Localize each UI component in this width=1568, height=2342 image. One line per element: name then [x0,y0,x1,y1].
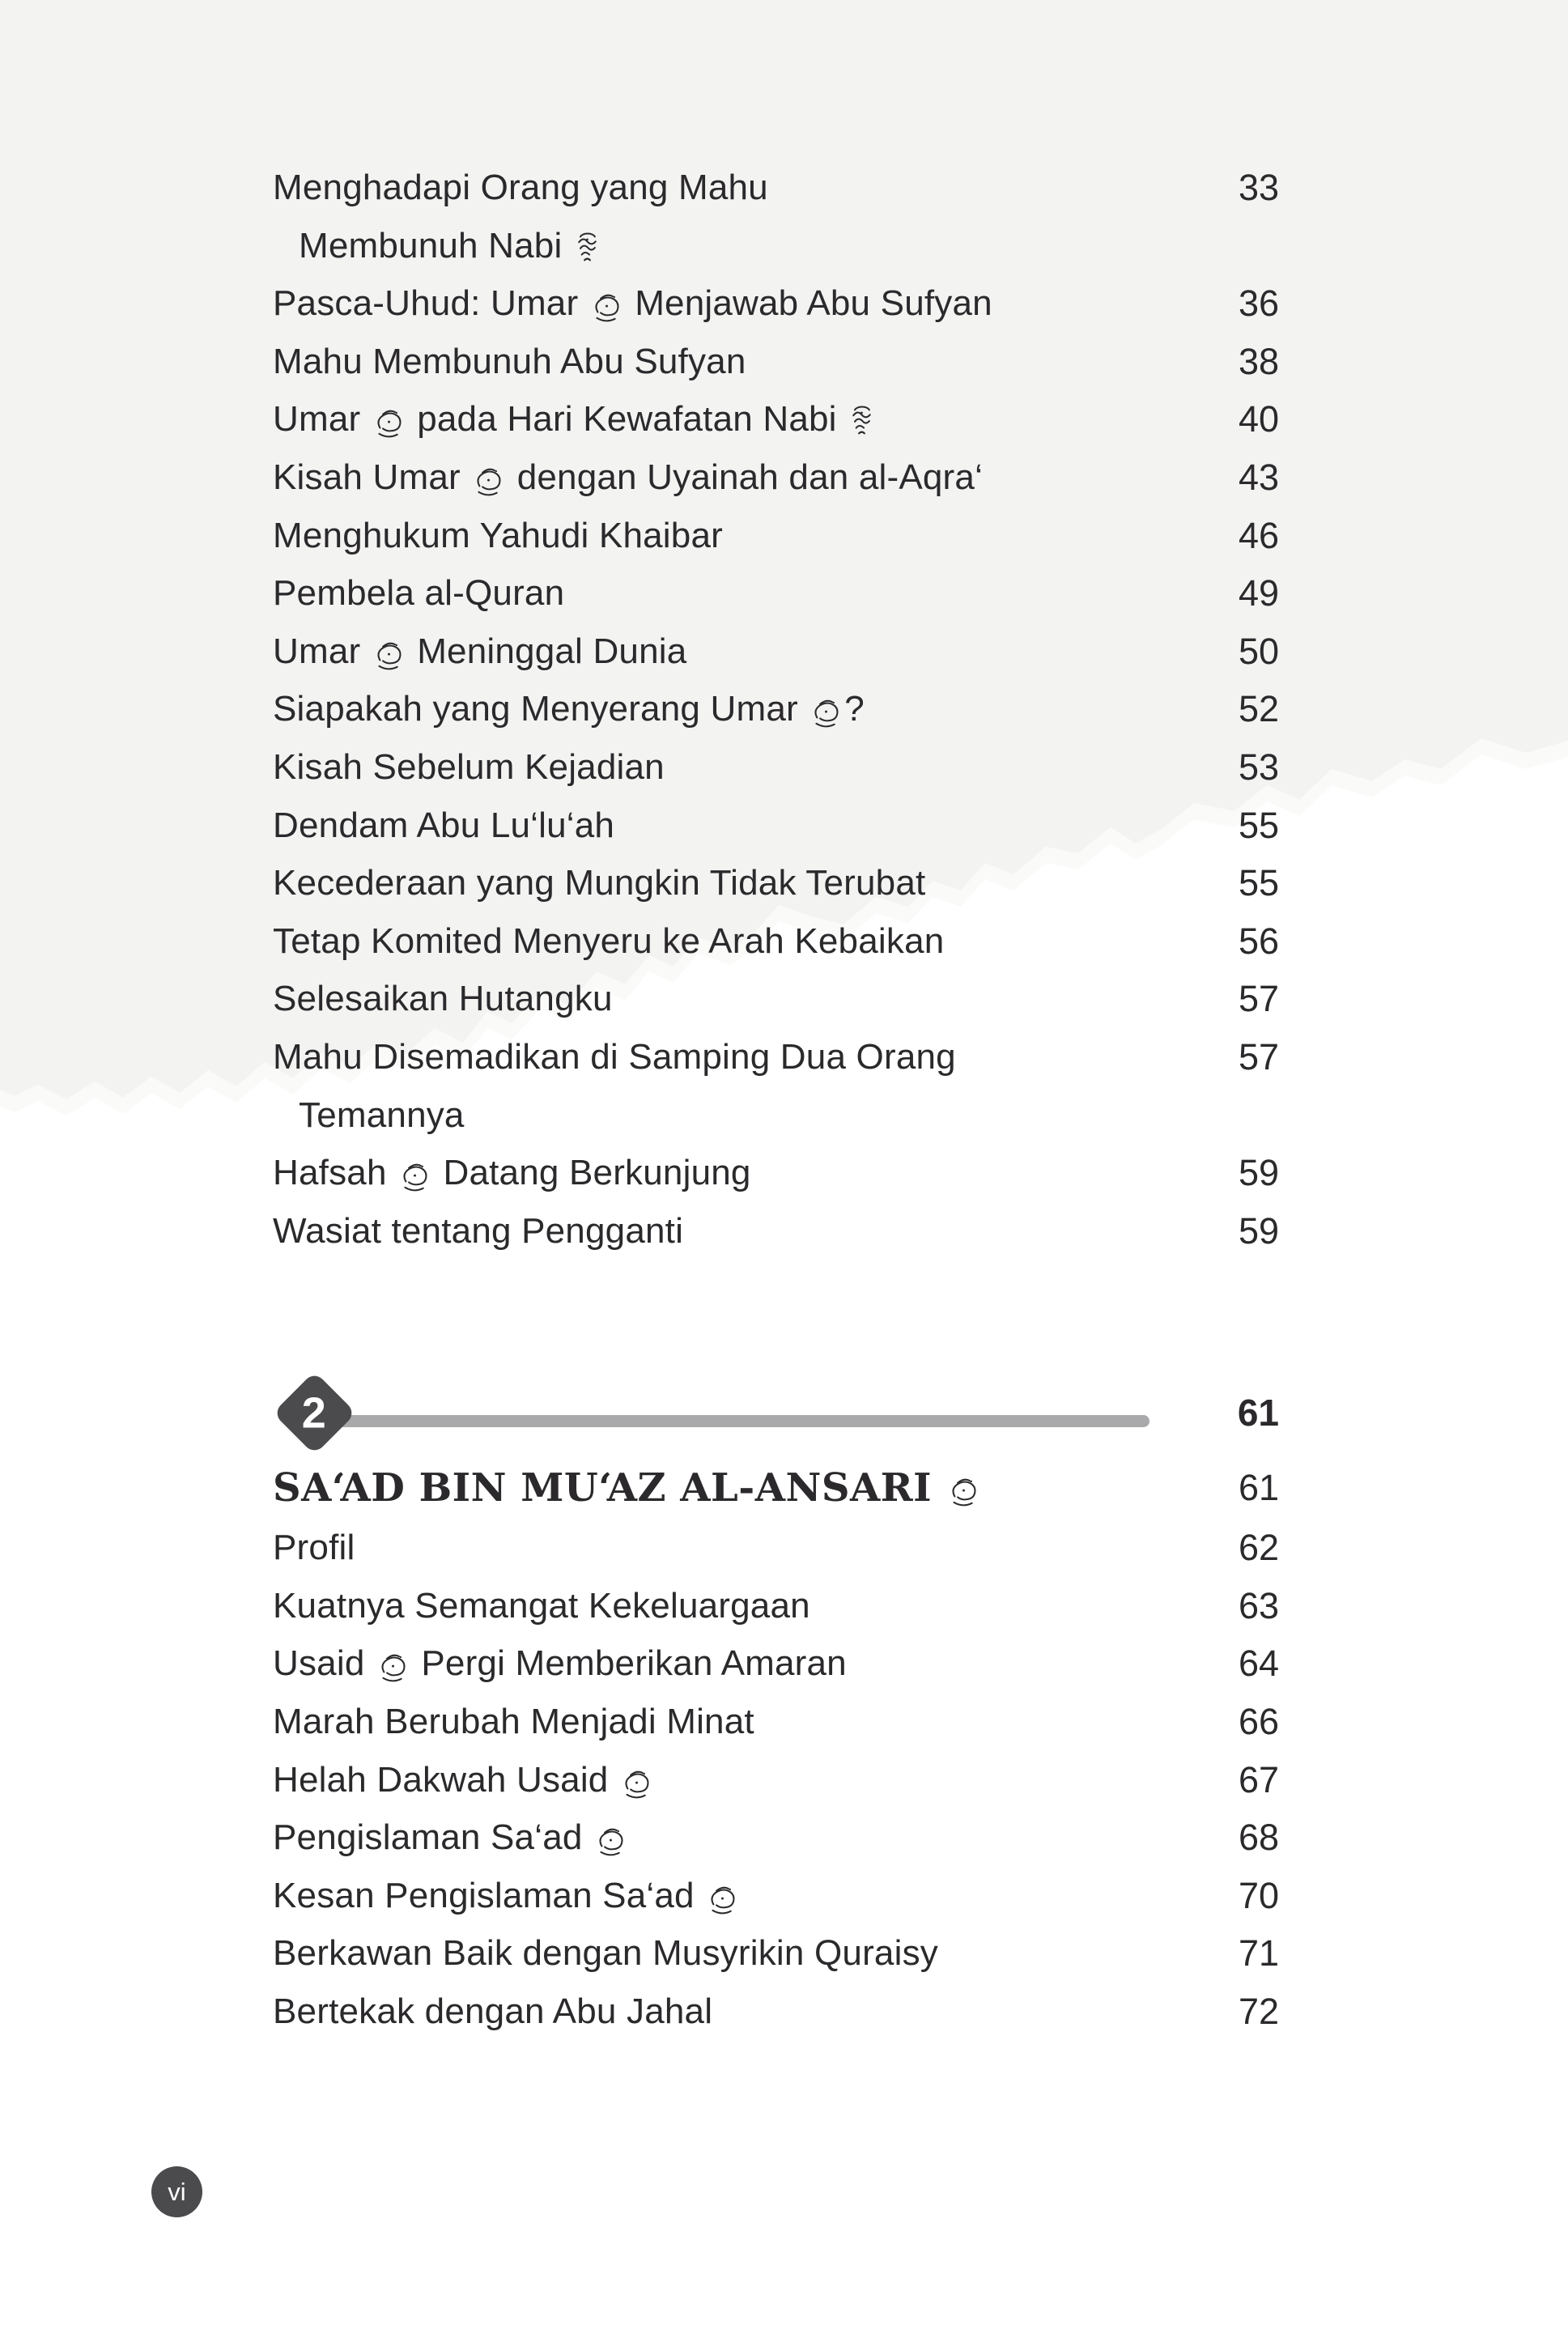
toc-section-1 [273,159,1279,1260]
toc-entry-page: 49 [1238,572,1279,614]
toc-entry [273,623,1279,681]
toc-entry-line [273,1028,1182,1086]
toc-entry-page: 64 [1238,1643,1279,1685]
chapter-start-page: 61 [1237,1392,1279,1435]
toc-entry [273,1983,1279,2041]
toc-entry-title [273,1028,1182,1144]
toc-text: Dendam Abu Lu‘lu‘ah [273,805,615,845]
toc-entry-line [273,1983,1182,2041]
toc-entry [273,507,1279,565]
toc-entry-page: 38 [1238,340,1279,382]
toc-entry-page: 66 [1238,1701,1279,1743]
toc-entry-line [273,623,1182,681]
toc-text: Siapakah yang Menyerang Umar [273,689,809,729]
toc-entry-page: 57 [1238,978,1279,1020]
toc-text: Pergi Memberikan Amaran [410,1643,847,1684]
toc-entry-line [273,738,1182,797]
toc-text: Profil [273,1528,355,1568]
toc-entry-line [273,1751,1182,1809]
toc-entry-title [273,564,1182,623]
toc-entry-title [273,1519,1182,1577]
toc-entry-line [273,680,1182,738]
toc-entry-title [273,507,1182,565]
toc-entry-page: 57 [1238,1035,1279,1077]
toc-text: Menghadapi Orang yang Mahu [273,168,768,207]
ra-honorific-icon [592,291,622,323]
toc-entry-page: 59 [1238,1152,1279,1194]
toc-entry-title [273,159,1182,274]
toc-entry-line [273,1634,1182,1693]
toc-entry-title [273,680,1182,738]
toc-text: Umar [273,399,371,440]
toc-text: Helah Dakwah Usaid [273,1759,618,1800]
toc-entry-title [273,1983,1182,2041]
toc-entry-title [273,912,1182,971]
toc-entry-line [273,970,1182,1028]
toc-entry-page: 56 [1238,920,1279,962]
toc-text: Datang Berkunjung [433,1153,751,1193]
toc-entry-line [273,1144,1182,1202]
toc-entry [273,1809,1279,1867]
toc-entry [273,1751,1279,1809]
saw-honorific-icon [576,230,599,266]
toc-entry-title [273,738,1182,797]
toc-entry-line [273,564,1182,623]
toc-entry [273,1693,1279,1751]
toc-text: Marah Berubah Menjadi Minat [273,1702,754,1742]
toc-entry-line [273,333,1182,391]
toc-text: Meninggal Dunia [406,631,687,671]
toc-entry-title [273,970,1182,1028]
ra-honorific-icon [374,639,404,671]
page-number-label: vi [168,2177,186,2206]
toc-entry-title [273,1809,1182,1867]
toc-text: Tetap Komited Menyeru ke Arah Kebaikan [273,920,945,961]
toc-text: Mahu Membunuh Abu Sufyan [273,341,746,381]
toc-entry-title [273,1202,1182,1260]
toc-entry [273,564,1279,623]
toc-entry-title [273,854,1182,912]
ra-honorific-icon [622,1767,652,1800]
toc-entry-page: 67 [1238,1758,1279,1800]
toc-entry-title [273,1144,1182,1202]
ra-honorific-icon [374,406,404,439]
toc-entry-page: 72 [1238,1991,1279,2033]
ra-honorific-icon [596,1825,626,1857]
toc-text: Kisah Umar [273,457,471,497]
toc-entry-line [273,854,1182,912]
toc-entry-page: 59 [1238,1209,1279,1252]
toc-entry [273,680,1279,738]
chapter-2-marker-row [273,1368,1279,1457]
toc-entry-page: 46 [1238,514,1279,556]
toc-entry-line [273,912,1182,971]
toc-entry-line [273,159,1182,217]
toc-text: Menjawab Abu Sufyan [624,283,992,324]
chapter-title-row [273,1457,1279,1519]
toc-entry [273,1634,1279,1693]
toc-content [273,159,1279,2041]
toc-text: Selesaikan Hutangku [273,979,613,1019]
toc-entry-title [273,1634,1182,1693]
toc-entry-page: 36 [1238,283,1279,325]
toc-entry-title [273,1867,1182,1925]
toc-entry [273,912,1279,971]
ra-honorific-icon [708,1883,737,1915]
ra-honorific-icon [474,465,504,497]
toc-entry-page: 63 [1238,1584,1279,1626]
toc-text: ? [844,689,865,729]
toc-text: Kesan Pengislaman Sa‘ad [273,1875,705,1915]
toc-entry-title [273,623,1182,681]
toc-text: Pengislaman Sa‘ad [273,1817,593,1858]
toc-entry-title [273,333,1182,391]
toc-entry-line [273,1867,1182,1925]
toc-entry-page: 33 [1238,167,1279,208]
toc-entry [273,1519,1279,1577]
toc-section-2 [273,1519,1279,2040]
toc-text: Pembela al-Quran [273,573,565,614]
toc-entry-page: 40 [1238,398,1279,440]
toc-text: Menghukum Yahudi Khaibar [273,515,723,555]
toc-entry-line [273,1519,1182,1577]
toc-text: Temannya [299,1094,465,1135]
toc-entry [273,274,1279,333]
toc-entry-title [273,1693,1182,1751]
toc-entry-title [273,1577,1182,1635]
toc-text: Umar [273,631,371,671]
toc-entry [273,1144,1279,1202]
toc-entry [273,1028,1279,1144]
ra-honorific-icon [378,1651,408,1683]
toc-entry [273,1577,1279,1635]
saw-honorific-icon [850,403,873,439]
chapter-title [273,1465,1182,1511]
toc-text: Usaid [273,1643,375,1684]
toc-entry-line-continued [273,217,1182,275]
toc-text: SA‘AD BIN MU‘AZ AL-ANSARI [273,1465,946,1511]
toc-entry-line [273,390,1182,448]
page-number-badge [151,2166,202,2217]
ra-honorific-icon [400,1160,430,1192]
toc-text: dengan Uyainah dan al-Aqra‘ [507,457,984,497]
toc-text: Membunuh Nabi [299,225,572,266]
chapter-number-badge [273,1371,356,1455]
toc-entry-line [273,448,1182,507]
toc-entry [273,970,1279,1028]
toc-text: Mahu Disemadikan di Samping Dua Orang [273,1036,956,1077]
toc-text: Kecederaan yang Mungkin Tidak Terubat [273,863,926,903]
toc-entry [273,738,1279,797]
chapter-title-page: 61 [1238,1467,1279,1509]
toc-entry [273,390,1279,448]
toc-text: pada Hari Kewafatan Nabi [406,399,848,440]
toc-entry-page: 50 [1238,630,1279,672]
toc-entry-line [273,1202,1182,1260]
toc-entry-page: 52 [1238,688,1279,730]
toc-entry-page: 53 [1238,746,1279,788]
toc-entry [273,1202,1279,1260]
toc-entry [273,1924,1279,1983]
toc-entry-title [273,448,1182,507]
toc-text: Hafsah [273,1153,397,1193]
toc-entry [273,448,1279,507]
toc-entry-line-continued [273,1086,1182,1145]
toc-entry-page: 55 [1238,804,1279,846]
toc-text: Wasiat tentang Pengganti [273,1210,684,1251]
toc-entry-page: 62 [1238,1527,1279,1569]
toc-entry-line [273,1577,1182,1635]
toc-entry-page: 68 [1238,1817,1279,1859]
toc-text: Bertekak dengan Abu Jahal [273,1991,713,2032]
ra-honorific-icon [811,696,841,729]
toc-entry-title [273,797,1182,855]
toc-entry-line [273,274,1182,333]
chapter-number: 2 [302,1388,327,1438]
toc-entry-line [273,1809,1182,1867]
toc-entry-line [273,1924,1182,1983]
toc-entry [273,1867,1279,1925]
chapter-rule-bar [333,1415,1149,1427]
toc-entry-title [273,274,1182,333]
toc-entry [273,333,1279,391]
toc-entry-title [273,1751,1182,1809]
toc-text: Kuatnya Semangat Kekeluargaan [273,1585,810,1626]
toc-entry [273,854,1279,912]
toc-entry-line [273,797,1182,855]
toc-entry [273,159,1279,274]
toc-entry-page: 70 [1238,1874,1279,1916]
toc-entry-page: 55 [1238,862,1279,904]
toc-text: Berkawan Baik dengan Musyrikin Quraisy [273,1933,938,1974]
toc-text: Kisah Sebelum Kejadian [273,746,665,787]
toc-entry-page: 71 [1238,1932,1279,1974]
toc-entry [273,797,1279,855]
toc-entry-page: 43 [1238,456,1279,498]
toc-entry-line [273,507,1182,565]
toc-entry-title [273,390,1182,448]
ra-honorific-icon [949,1475,979,1507]
section-gap [273,1260,1279,1368]
toc-entry-title [273,1924,1182,1983]
toc-text: Pasca-Uhud: Umar [273,283,589,324]
toc-entry-line [273,1693,1182,1751]
